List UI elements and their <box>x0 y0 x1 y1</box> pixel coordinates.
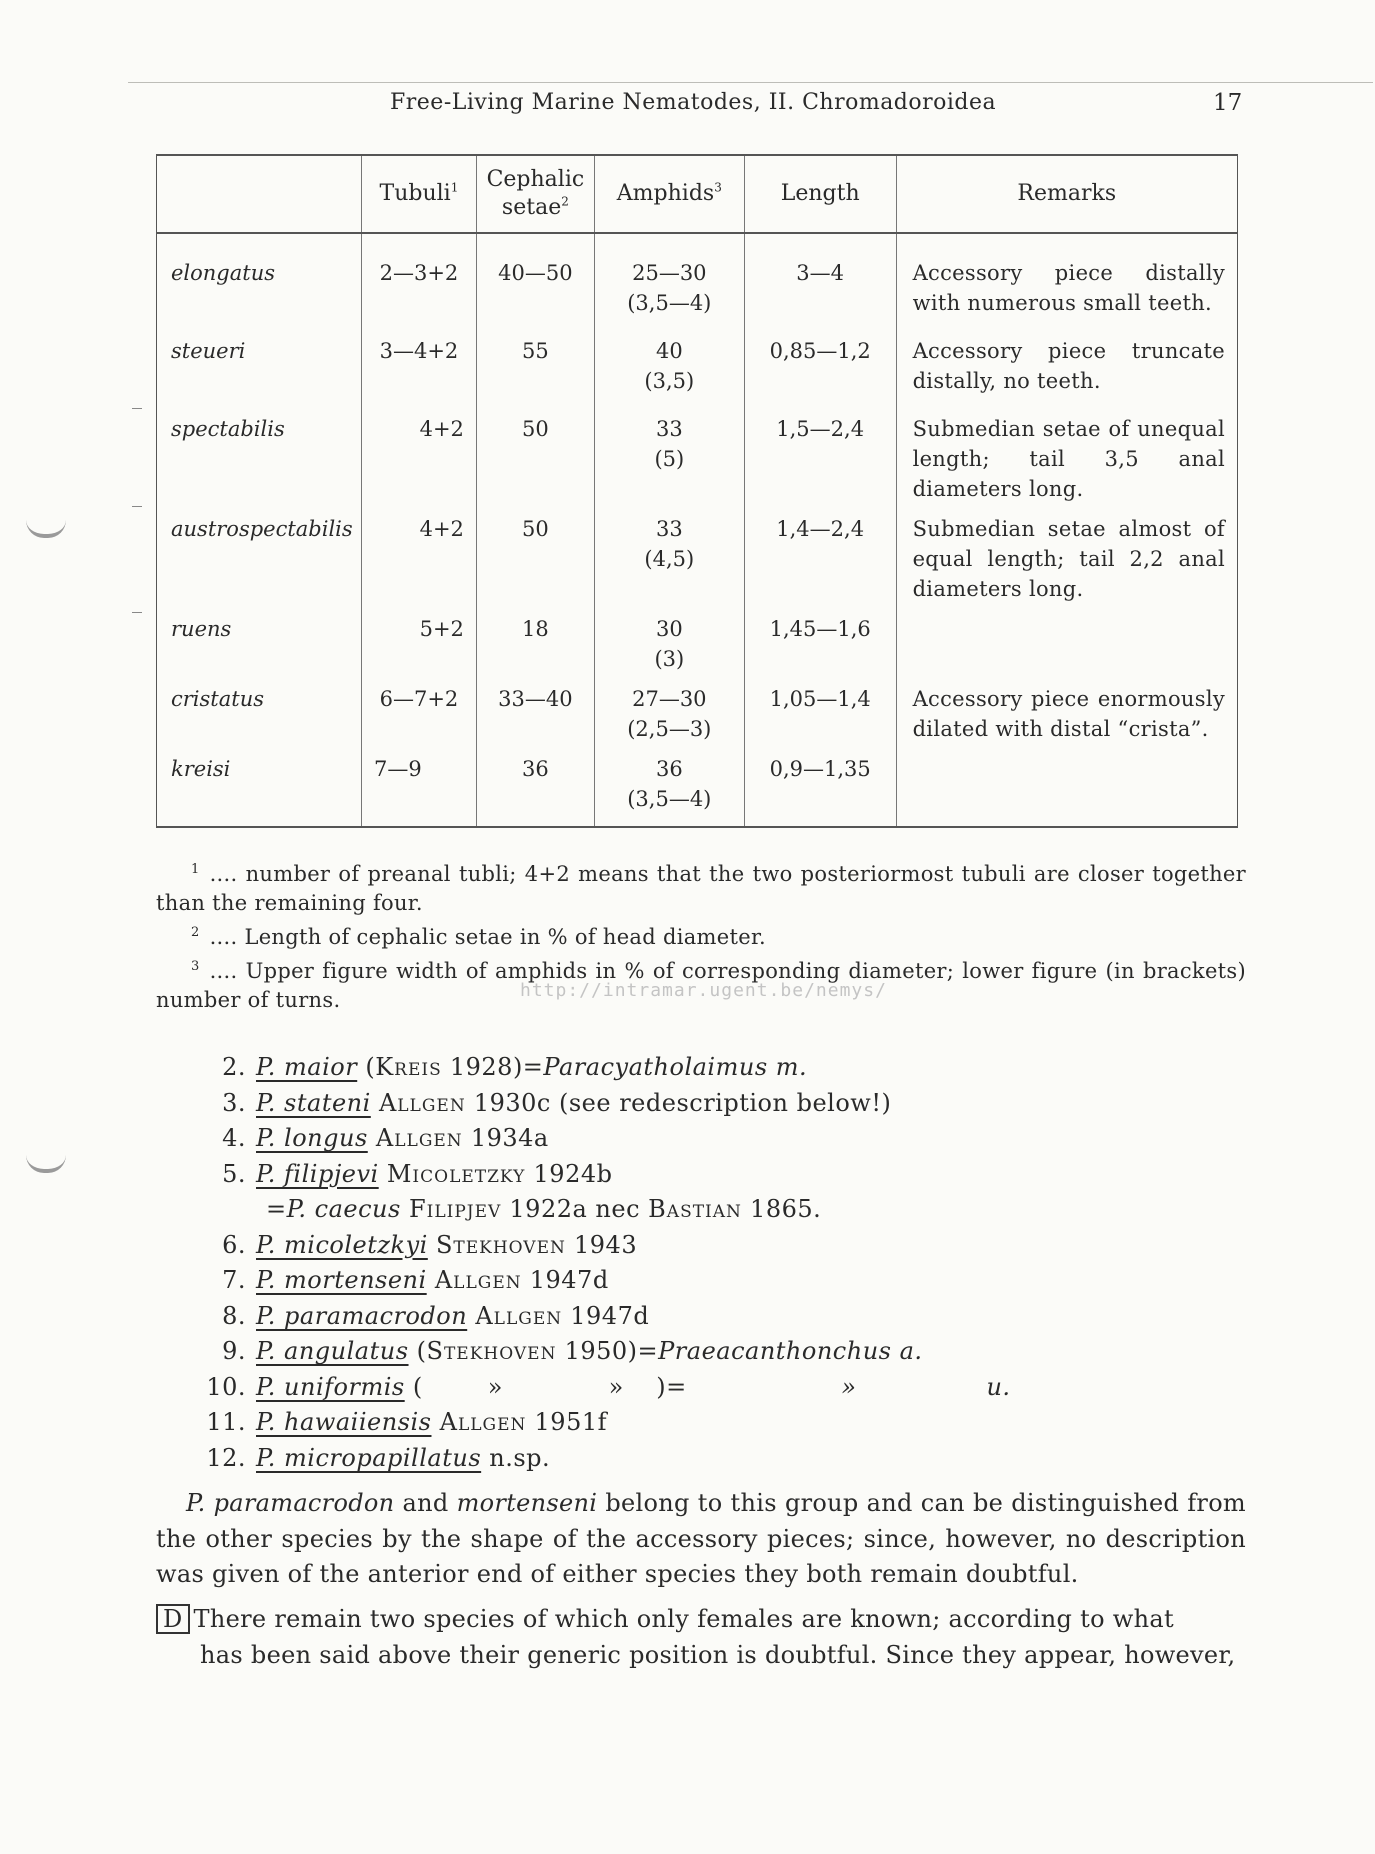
footnote-1: $^1$ .... number of preanal tubli; 4+2 means that the two posteriormost tubuli are closer together than the remaining four. <box>156 862 1246 915</box>
tubuli-value: 4+2 <box>361 504 476 604</box>
species-name: ruens <box>157 604 362 674</box>
list-item: 11. P. hawaiiensis Allgen 1951f <box>206 1408 607 1436</box>
margin-mark <box>132 506 142 507</box>
amphids-value: 36 (3,5—4) <box>594 744 744 827</box>
footnote-3: $^3$ .... Upper figure width of amphids in % of corresponding diameter; lower figure (in brackets) number of turns. <box>156 959 1246 1012</box>
header-species <box>157 155 362 233</box>
table-row <box>157 604 1238 674</box>
cephalic-value: 33—40 <box>476 674 594 744</box>
length-value: 1,4—2,4 <box>744 504 896 604</box>
margin-mark <box>132 612 142 613</box>
header-length: Length <box>744 155 896 233</box>
header-tubuli: Tubuli$^1$ <box>361 155 476 233</box>
cephalic-value: 50 <box>476 396 594 504</box>
length-value: 1,5—2,4 <box>744 396 896 504</box>
table-row <box>157 318 1238 396</box>
remarks-value <box>896 744 1237 827</box>
amphids-value: 25—30 (3,5—4) <box>594 233 744 318</box>
cephalic-value: 18 <box>476 604 594 674</box>
list-item: 5. P. filipjevi Micoletzky 1924b <box>222 1159 613 1188</box>
table-row <box>157 504 1238 604</box>
list-item: 9. P. angulatus (Stekhoven 1950)=Praeacanthonchus a. <box>222 1337 923 1365</box>
body-paragraph: P. paramacrodon and mortenseni belong to this group and can be distinguished from the other species by the shape of the accessory pieces; since, however, no description was given of the anterior end of either species they both remain doubtful. <box>156 1489 1246 1588</box>
cephalic-value: 40—50 <box>476 233 594 318</box>
amphids-value: 33 (5) <box>594 396 744 504</box>
remarks-value <box>896 604 1237 674</box>
remarks-value: Accessory piece distally with numerous small teeth. <box>912 261 1225 315</box>
tubuli-value: 4+2 <box>361 396 476 504</box>
footnote-2: $^2$ .... Length of cephalic setae in % of head diameter. <box>191 925 766 949</box>
table-row <box>157 396 1238 504</box>
body-paragraph-d: D There remain two species of which only females are known; according to what has been said above their generic position is doubtful. Since they appear, however, <box>156 1602 1246 1673</box>
list-item: 6. P. micoletzkyi Stekhoven 1943 <box>222 1230 638 1259</box>
watermark-url: http://intramar.ugent.be/nemys/ <box>520 980 887 1001</box>
cephalic-value: 36 <box>476 744 594 827</box>
margin-mark <box>132 408 142 409</box>
header-remarks: Remarks <box>896 155 1237 233</box>
remarks-value: Accessory piece enormously dilated with distal “crista”. <box>912 687 1225 741</box>
species-name: steueri <box>157 318 362 396</box>
page-number: 17 <box>1213 90 1243 116</box>
species-name: austrospectabilis <box>157 504 362 604</box>
synonym-line: =P. caecus Filipjev 1922a nec Bastian 1865. <box>266 1195 822 1223</box>
running-title: Free-Living Marine Nematodes, II. Chromadoroidea <box>390 90 997 115</box>
cephalic-value: 55 <box>476 318 594 396</box>
cephalic-value: 50 <box>476 504 594 604</box>
binding-hole-shadow <box>26 520 66 538</box>
remarks-value: Submedian setae almost of equal length; tail 2,2 anal diameters long. <box>912 517 1225 601</box>
table-header-row <box>157 155 1238 233</box>
amphids-value: 27—30 (2,5—3) <box>594 674 744 744</box>
species-name: elongatus <box>157 233 362 318</box>
list-item: 12. P. micropapillatus n.sp. <box>206 1443 551 1472</box>
tubuli-value: 7—9 <box>361 744 476 827</box>
header-cephalic-setae: Cephalic setae$^2$ <box>476 155 594 233</box>
species-name: spectabilis <box>157 396 362 504</box>
species-comparison-table <box>156 154 1238 828</box>
species-list <box>200 1050 1011 1476</box>
length-value: 1,05—1,4 <box>744 674 896 744</box>
tubuli-value: 6—7+2 <box>361 674 476 744</box>
table-row <box>157 233 1238 318</box>
amphids-value: 33 (4,5) <box>594 504 744 604</box>
tubuli-value: 3—4+2 <box>361 318 476 396</box>
species-name: cristatus <box>157 674 362 744</box>
header-rule <box>128 82 1373 83</box>
tubuli-value: 5+2 <box>361 604 476 674</box>
species-name: kreisi <box>157 744 362 827</box>
remarks-value: Accessory piece truncate distally, no teeth. <box>912 339 1225 393</box>
list-item: 10. P. uniformis ( » » )= » u. <box>206 1372 1011 1401</box>
remarks-value: Submedian setae of unequal length; tail 3,5 anal diameters long. <box>912 417 1225 501</box>
table-row <box>157 744 1238 827</box>
tubuli-value: 2—3+2 <box>361 233 476 318</box>
header-amphids: Amphids$^3$ <box>594 155 744 233</box>
list-item: 4. P. longus Allgen 1934a <box>222 1124 549 1152</box>
length-value: 1,45—1,6 <box>744 604 896 674</box>
list-item: 8. P. paramacrodon Allgen 1947d <box>222 1301 650 1330</box>
list-item: 7. P. mortenseni Allgen 1947d <box>222 1266 609 1294</box>
list-item: 2. P. maior (Kreis 1928)=Paracyatholaimus m. <box>222 1053 808 1081</box>
length-value: 0,85—1,2 <box>744 318 896 396</box>
list-item: 3. P. stateni Allgen 1930c (see redescription below!) <box>222 1088 892 1117</box>
binding-hole-shadow <box>26 1155 66 1173</box>
length-value: 3—4 <box>744 233 896 318</box>
section-marker-box: D <box>156 1604 190 1634</box>
amphids-value: 40 (3,5) <box>594 318 744 396</box>
table-row <box>157 674 1238 744</box>
length-value: 0,9—1,35 <box>744 744 896 827</box>
amphids-value: 30 (3) <box>594 604 744 674</box>
